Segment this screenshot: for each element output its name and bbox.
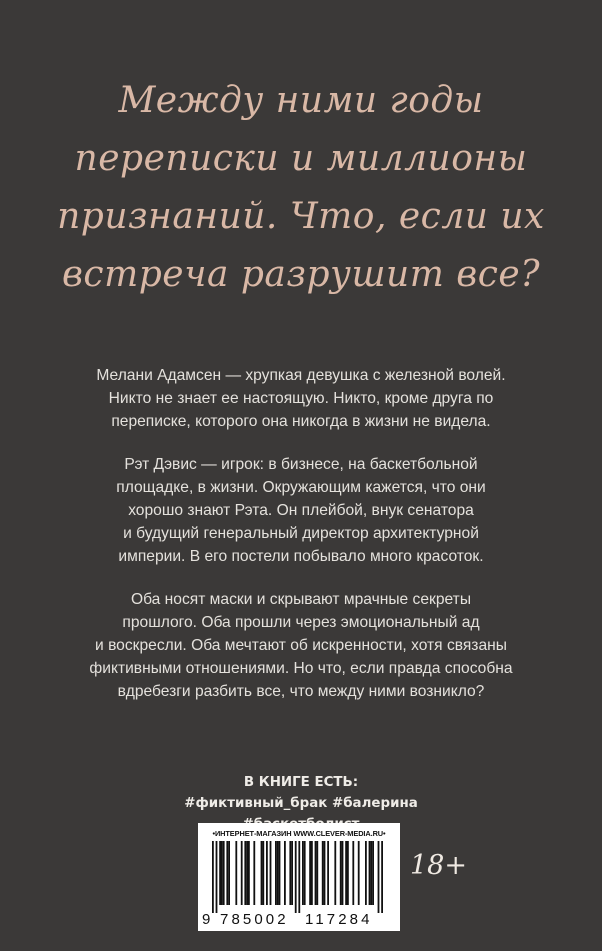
- barcode-bar: [277, 841, 279, 905]
- blurb-line: Оба носят маски и скрывают мрачные секреты: [130, 591, 472, 608]
- blurb-paragraph-rhett: [40, 453, 562, 568]
- barcode-bar: [284, 841, 286, 905]
- barcode-bar: [279, 841, 281, 905]
- tagline-line: встреча разрушит все?: [61, 254, 541, 295]
- tagline-line: переписки и миллионы: [74, 138, 528, 179]
- isbn-digit-group: 117284: [305, 911, 373, 928]
- barcode-bar: [302, 841, 304, 905]
- barcode-bar: [266, 841, 268, 905]
- barcode-bar: [324, 841, 326, 905]
- tagline-line: Между ними годы: [118, 80, 484, 121]
- blurb-line: прошлого. Оба прошли через эмоциональный ад: [122, 614, 480, 631]
- barcode-bar: [226, 841, 228, 905]
- blurb-line: и воскресли. Оба мечтают об искренности, хотя связаны: [95, 637, 507, 654]
- barcode-bar: [235, 841, 237, 905]
- barcode-bar: [378, 841, 380, 913]
- barcode-bar: [223, 841, 225, 905]
- barcode-bar: [291, 841, 293, 905]
- hashtags-line: #фиктивный_брак #балерина: [184, 796, 418, 811]
- blurb-paragraph-melanie: [40, 364, 562, 433]
- blurb-line: Мелани Адамсен — хрупкая девушка с железной волей.: [96, 367, 506, 384]
- book-blurb: [40, 364, 562, 723]
- barcode-bar: [322, 841, 324, 905]
- tagline-line: признаний. Что, если их: [57, 196, 545, 237]
- barcode-bar: [248, 841, 250, 905]
- blurb-line: Никто не знает ее настоящую. Никто, кроме друга по: [108, 390, 494, 407]
- barcode-bar: [216, 841, 218, 913]
- barcode-bar: [369, 841, 371, 905]
- blurb-line: хорошо знают Рэта. Он плейбой, внук сенатора: [128, 502, 474, 519]
- barcode-bar: [347, 841, 349, 905]
- barcode-bar: [298, 841, 300, 913]
- blurb-line: и будущий генеральный директор архитектурной: [123, 525, 479, 542]
- barcode-bar: [261, 841, 263, 905]
- barcode-bar: [370, 841, 372, 905]
- blurb-line: фиктивными отношениями. Но что, если правда способна: [89, 660, 513, 677]
- barcode-bar: [315, 841, 317, 905]
- barcode-bar: [316, 841, 318, 905]
- barcode-bar: [342, 841, 344, 905]
- barcode-bar: [340, 841, 342, 905]
- barcode-bar: [327, 841, 329, 905]
- barcode-bars: [212, 841, 392, 913]
- barcode-bar: [275, 841, 277, 905]
- barcode-bar: [246, 841, 248, 905]
- blurb-paragraph-both: [40, 588, 562, 703]
- barcode-bar: [311, 841, 313, 905]
- isbn-digit-group: 785002: [220, 911, 289, 928]
- barcode-bar: [295, 841, 297, 913]
- barcode-bar: [334, 841, 336, 905]
- inside-book-heading: В КНИГЕ ЕСТЬ:: [243, 775, 359, 790]
- blurb-line: площадке, в жизни. Окружающим кажется, что они: [116, 479, 486, 496]
- barcode-bar: [358, 841, 360, 905]
- barcode-bar: [241, 841, 243, 905]
- barcode-bar: [270, 841, 272, 905]
- barcode-bar: [352, 841, 354, 905]
- barcode-bar: [219, 841, 221, 905]
- isbn-digit-first: 9: [202, 911, 211, 928]
- barcode-bar: [253, 841, 255, 905]
- barcode-bar: [309, 841, 311, 905]
- barcode-bar: [244, 841, 246, 905]
- barcode-bar: [262, 841, 264, 905]
- barcode-bar: [345, 841, 347, 905]
- barcode-bar: [372, 841, 374, 905]
- barcode-bar: [289, 841, 291, 905]
- barcode-bar: [212, 841, 214, 913]
- shop-url: •ИНТЕРНЕТ-МАГАЗИН WWW.CLEVER-MEDIA.RU•: [212, 829, 386, 838]
- age-rating: 18+: [410, 850, 467, 881]
- barcode-bar: [221, 841, 223, 905]
- blurb-line: переписке, которого она никогда в жизни не видела.: [111, 413, 491, 430]
- barcode-bar: [365, 841, 367, 905]
- blurb-line: вдребезги разбить все, что между ними возникло?: [117, 683, 485, 700]
- barcode-bar: [381, 841, 383, 913]
- blurb-line: Рэт Дэвис — игрок: в бизнесе, на баскетбольной: [124, 456, 478, 473]
- isbn-barcode: [198, 823, 400, 931]
- barcode-bar: [228, 841, 230, 905]
- barcode-bar: [304, 841, 306, 905]
- blurb-line: империи. В его постели побывало много красоток.: [118, 548, 484, 565]
- tagline: [0, 72, 602, 304]
